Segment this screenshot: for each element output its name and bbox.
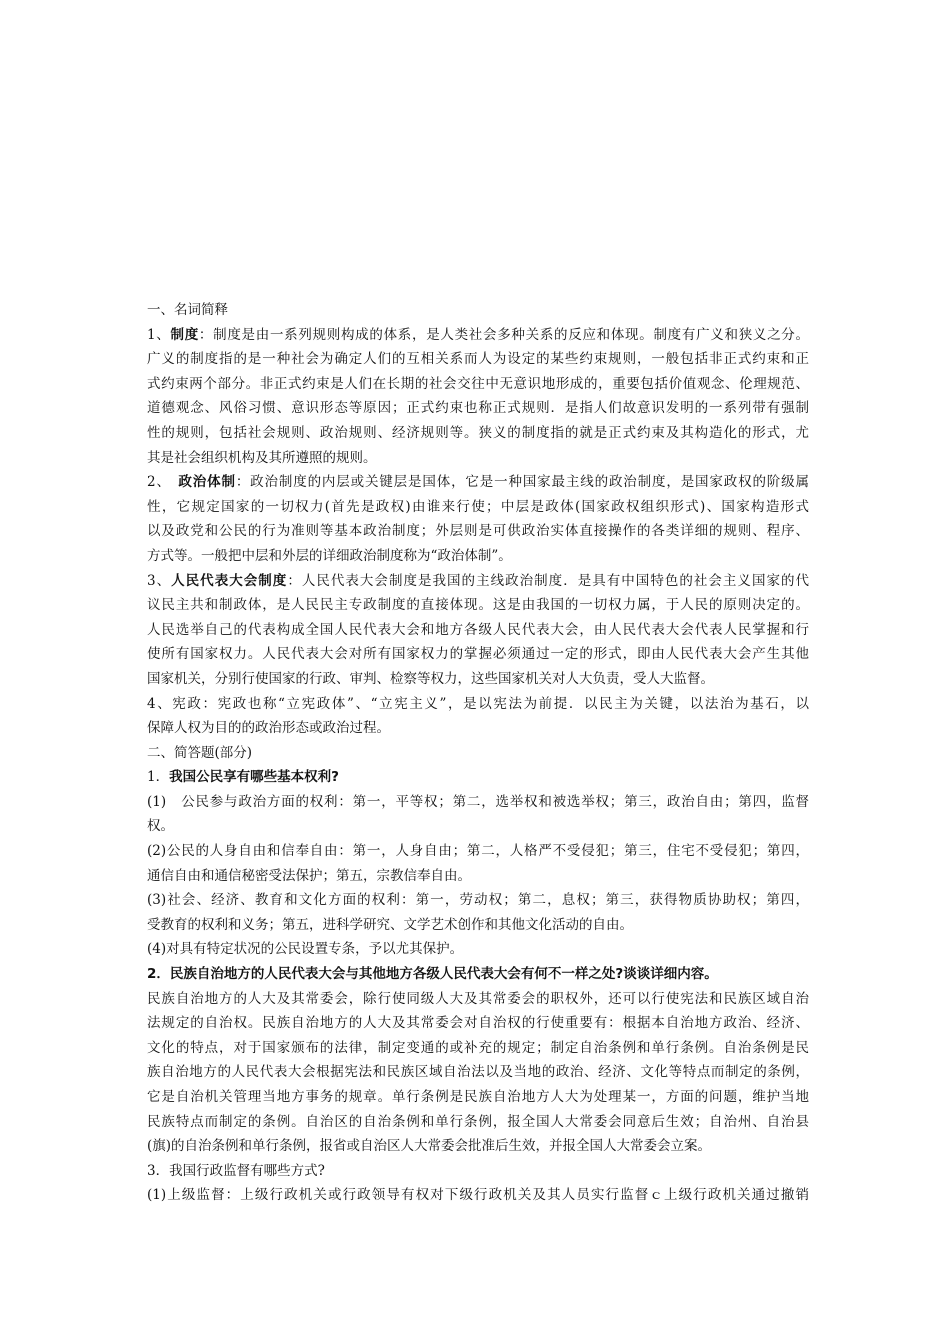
text-line [147,1159,809,1184]
text-line [147,839,809,864]
text-segment: 保障人权为目的的政治形态或政治过程。 [147,720,390,737]
text-line [147,1085,809,1110]
text-line [147,962,809,987]
text-segment: (3)社会、经济、教育和文化方面的权利：第一，劳动权；第二，息权；第三，获得物质协助权；第四， [147,892,809,909]
text-segment: 方式等。一般把中层和外层的详细政治制度称为“政治体制”。 [147,547,512,564]
text-line [147,716,809,741]
text-line [147,470,809,495]
text-segment: 议民主共和制政体，是人民民主专政制度的直接体现。这是由我国的一切权力属，于人民的原则决定的。 [147,597,809,614]
text-line [147,421,809,446]
text-line [147,446,809,471]
text-segment: 一、名词简释 [147,302,228,318]
text-line [147,1011,809,1036]
text-line [147,741,809,766]
text-segment: 二、简答题(部分) [147,744,253,761]
text-segment: ：制度是由一系列规则构成的体系，是人类社会多种关系的反应和体现。制度有广义和狭义之分。 [198,326,809,343]
text-line [147,1060,809,1085]
text-line [147,937,809,962]
text-segment: 性，它规定国家的一切权力(首先是政权)由谁来行使；中层是政体(国家政权组织形式)、国家构造形式 [147,498,809,515]
text-line [147,1183,809,1208]
text-segment: ：人民代表大会制度是我国的主线政治制度．是具有中国特色的社会主义国家的代 [287,572,809,589]
text-segment: 民族特点而制定的条例。自治区的自治条例和单行条例，报全国人大常委会同意后生效；自治州、自治县 [147,1113,809,1130]
text-segment: ：政治制度的内层或关键层是国体，它是一种国家最主线的政治制度，是国家政权的阶级属 [235,474,809,491]
text-line [147,692,809,717]
text-segment: 文化的特点，对于国家颁布的法律，制定变通的或补充的规定；制定自治条例和单行条例。自治条例是民 [147,1039,809,1056]
text-segment: 权。 [147,818,174,835]
text-line [147,814,809,839]
text-segment: 式约束两个部分。非正式约束是人们在长期的社会交往中无意识地形成的，重要包括价值观念、伦理规范、 [147,375,809,392]
text-segment: 1． [147,769,170,786]
bold-term: 人民代表大会制度 [171,572,288,589]
text-segment: 人民选举自己的代表构成全国人民代表大会和地方各级人民代表大会，由人民代表大会代表人民掌握和行 [147,621,809,638]
bold-term: 2．民族自治地方的人民代表大会与其他地方各级人民代表大会有何不一样之处?谈谈详细内容。 [147,966,718,983]
text-line [147,569,809,594]
text-line [147,593,809,618]
text-line [147,987,809,1012]
text-line [147,1036,809,1061]
text-segment: (旗)的自治条例和单行条例，报省或自治区人大常委会批准后生效，并报全国人大常委会立案。 [147,1138,712,1155]
text-line [147,544,809,569]
text-line [147,618,809,643]
text-line [147,1134,809,1159]
text-segment: (1)上级监督：上级行政机关或行政领导有权对下级行政机关及其人员实行监督ｃ上级行政机关通过撤销 [147,1187,809,1204]
text-segment: 它是自治机关管理当地方事务的规章。单行条例是民族自治地方人大为处理某一，方面的问题，维护当地 [147,1089,809,1105]
text-segment: 2、 [147,474,179,491]
text-line [147,790,809,815]
text-segment: 通信自由和通信秘密受法保护；第五，宗教信奉自由。 [147,867,471,884]
text-segment: 族自治地方的人民代表大会根据宪法和民族区域自治法以及当地的政治、经济、文化等特点而制定的条例， [147,1064,809,1081]
text-segment: 民族自治地方的人大及其常委会，除行使同级人大及其常委会的职权外，还可以行使宪法和民族区域自治 [147,990,809,1007]
text-segment: 国家机关，分别行使国家的行政、审判、检察等权力，这些国家机关对人大负责，受人大监督。 [147,670,714,687]
text-segment: 道德观念、风俗习惯、意识形态等原因；正式约束也称正式规则．是指人们故意识发明的一系列带有强制 [147,400,809,417]
text-line [147,396,809,421]
text-segment: (4)对具有特定状况的公民设置专条，予以尤其保护。 [147,941,464,958]
text-line [147,347,809,372]
text-segment: 受教育的权利和义务；第五，进科学研究、文学艺术创作和其他文化活动的自由。 [147,916,633,933]
text-segment: 其是社会组织机构及其所遵照的规则。 [147,449,377,466]
bold-term: 制度 [170,326,199,343]
bold-term: 政治体制 [178,474,236,491]
text-segment: (1) 公民参与政治方面的权利：第一，平等权；第二，选举权和被选举权；第三，政治自由；第四，监督 [147,793,809,810]
text-segment: 3．我国行政监督有哪些方式? [147,1162,325,1179]
text-line [147,913,809,938]
text-segment: 性的规则，包括社会规则、政治规则、经济规则等。狭义的制度指的就是正式约束及其构造化的形式，尤 [147,424,809,441]
text-segment: 法规定的自治权。民族自治地方的人大及其常委会对自治权的行使重要有：根据本自治地方政治、经济、 [147,1015,809,1032]
text-line [147,298,809,323]
text-line [147,642,809,667]
text-segment: (2)公民的人身自由和信奉自由：第一，人身自由；第二，人格严不受侵犯；第三，住宅不受侵犯；第四， [147,843,809,860]
text-line [147,667,809,692]
text-segment: 以及政党和公民的行为准则等基本政治制度；外层则是可供政治实体直接操作的各类详细的规则、程序、 [147,523,809,540]
text-line [147,519,809,544]
text-segment: 4、宪政：宪政也称“立宪政体”、“立宪主义”，是以宪法为前提．以民主为关键，以法治为基石，以 [147,695,809,712]
text-segment: 3、 [147,572,172,589]
bold-term: 我国公民享有哪些基本权利? [169,769,339,786]
text-line [147,888,809,913]
text-line [147,372,809,397]
text-segment: 1、 [147,326,171,343]
text-line [147,765,809,790]
text-line [147,323,809,348]
text-segment: 使所有国家权力。人民代表大会对所有国家权力的掌握必须通过一定的形式，即由人民代表大会产生其他 [147,646,809,663]
text-segment: 广义的制度指的是一种社会为确定人们的互相关系而人为设定的某些约束规则，一般包括非正式约束和正 [147,351,809,368]
document-body [147,298,809,1208]
text-line [147,864,809,889]
text-line [147,495,809,520]
text-line [147,1110,809,1135]
